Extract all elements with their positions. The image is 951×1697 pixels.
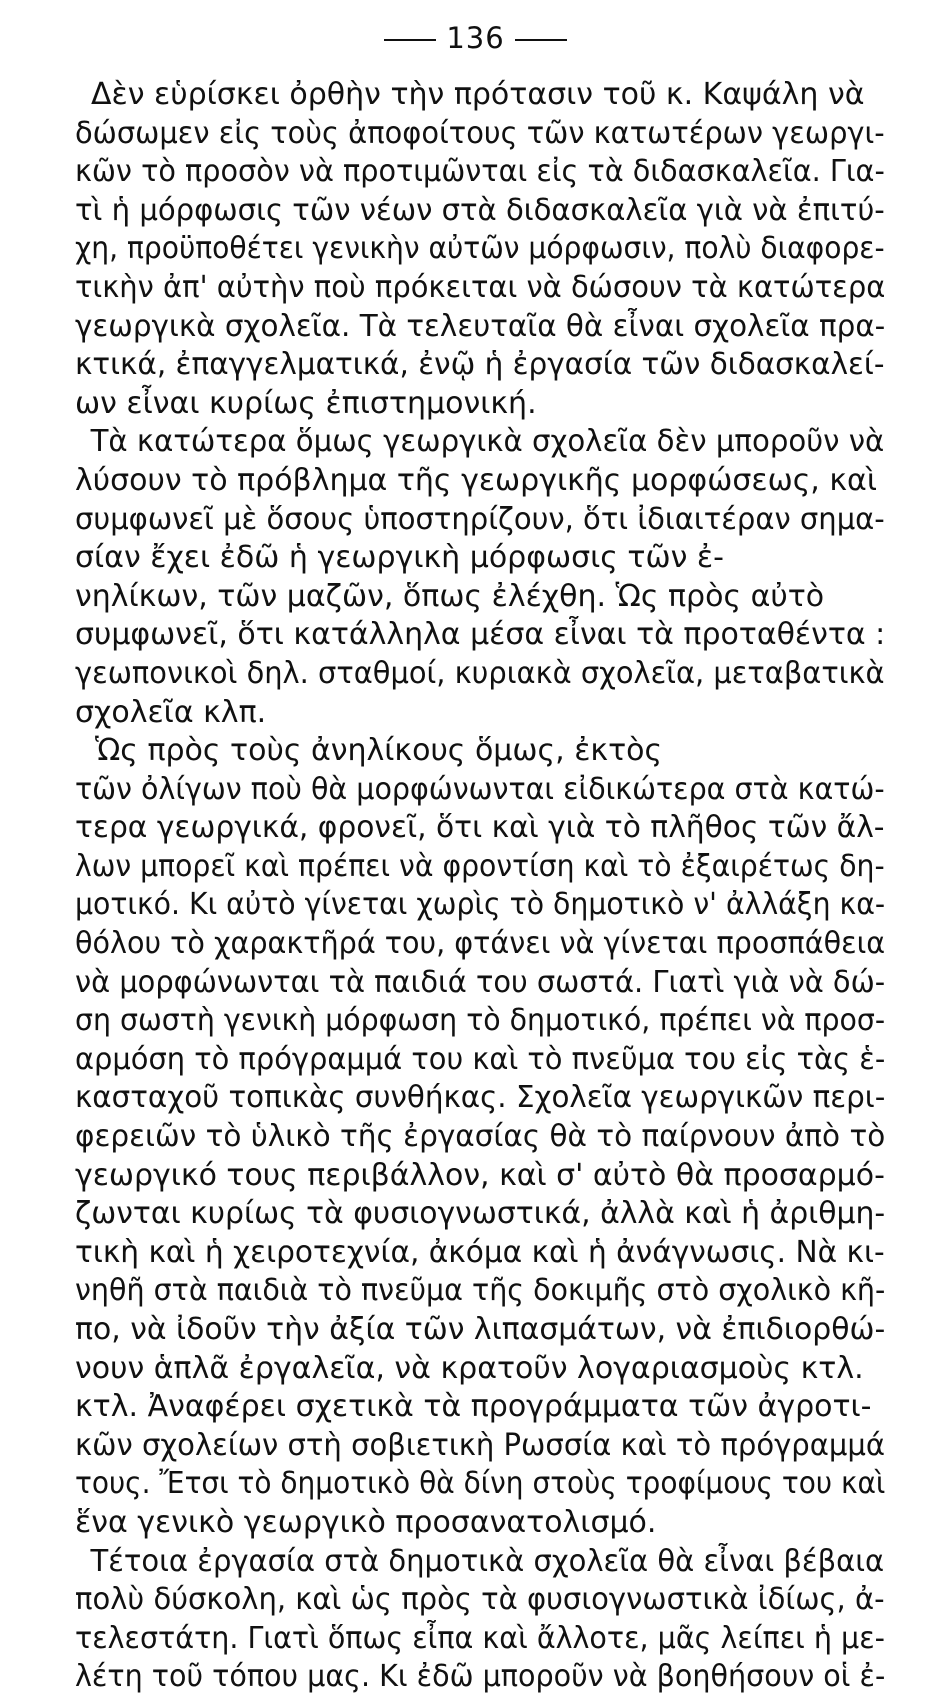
text-line: ζωνται κυρίως τὰ φυσιογνωστικά, ἀλλὰ καὶ ἡ ἀριθμη- bbox=[75, 1196, 886, 1232]
page-number: 136 bbox=[446, 21, 505, 55]
text-line: νουν ἁπλᾶ ἐργαλεῖα, νὰ κρατοῦν λογαριασμοὺς κτλ. bbox=[75, 1350, 864, 1386]
text-line: πολὺ δύσκολη, καὶ ὡς πρὸς τὰ φυσιογνωστικὰ ἰδίως, ἀ- bbox=[75, 1582, 885, 1618]
text-line: συμφωνεῖ, ὅτι κατάλληλα μέσα εἶναι τὰ προταθέντα : bbox=[75, 617, 886, 653]
text-line: αρμόση τὸ πρόγραμμά του καὶ τὸ πνεῦμα του εἰς τὰς ἑ- bbox=[75, 1041, 886, 1077]
text-line: φερειῶν τὸ ὑλικὸ τῆς ἐργασίας θὰ τὸ παίρνουν ἀπὸ τὸ bbox=[75, 1119, 886, 1155]
text-line: γεωργικὰ σχολεῖα. Τὰ τελευταῖα θὰ εἶναι σχολεῖα πρα- bbox=[75, 308, 886, 344]
text-line: νηλίκων, τῶν μαζῶν, ὅπως ἐλέχθη. Ὡς πρὸς αὐτὸ bbox=[75, 578, 825, 614]
text-line: γεωργικό τους περιβάλλον, καὶ σ' αὐτὸ θὰ προσαρμό- bbox=[75, 1157, 885, 1193]
text-line: σχολεῖα κλπ. bbox=[75, 694, 267, 730]
paragraph-2 bbox=[75, 423, 885, 732]
text-line: ἕνα γενικὸ γεωργικὸ προσανατολισμό. bbox=[75, 1504, 657, 1540]
text-line: κῶν τὸ προσὸν νὰ προτιμῶνται εἰς τὰ διδασκαλεῖα. Για- bbox=[75, 154, 885, 190]
text-line: σίαν ἔχει ἐδῶ ἡ γεωργικὴ μόρφωσις τῶν ἐ- bbox=[75, 540, 724, 576]
text-line: θόλου τὸ χαρακτῆρά του, φτάνει νὰ γίνεται προσπάθεια bbox=[75, 926, 886, 962]
text-line: Δὲν εὑρίσκει ὀρθὴν τὴν πρότασιν τοῦ κ. Καψάλη νὰ bbox=[91, 77, 865, 112]
text-line: τελεστάτη. Γιατὶ ὅπως εἶπα καὶ ἄλλοτε, μᾶς λείπει ἡ με- bbox=[75, 1620, 885, 1656]
body-text bbox=[75, 76, 885, 1697]
text-line: Ὡς πρὸς τοὺς ἀνηλίκους ὅμως, ἐκτὸς bbox=[95, 733, 663, 769]
text-line: ση σωστὴ γενικὴ μόρφωση τὸ δημοτικό, πρέπει νὰ προσ- bbox=[75, 1003, 886, 1039]
text-line: κτλ. Ἀναφέρει σχετικὰ τὰ προγράμματα τῶν ἀγροτι- bbox=[75, 1389, 872, 1425]
text-line: Τὰ κατώτερα ὅμως γεωργικὰ σχολεῖα δὲν μποροῦν νὰ bbox=[90, 424, 885, 460]
text-line: κτικά, ἐπαγγελματικά, ἐνῷ ἡ ἐργασία τῶν διδασκαλεί- bbox=[75, 347, 885, 383]
text-line: κῶν σχολείων στὴ σοβιετικὴ Ρωσσία καὶ τὸ πρόγραμμά bbox=[75, 1427, 886, 1463]
text-line: χη, προϋποθέτει γενικὴν αὐτῶν μόρφωσιν, πολὺ διαφορε- bbox=[75, 231, 885, 267]
text-line: λων μπορεῖ καὶ πρέπει νὰ φροντίση καὶ τὸ ἐξαιρέτως δη- bbox=[75, 848, 885, 884]
text-line: Τέτοια ἐργασία στὰ δημοτικὰ σχολεῖα θὰ εἶναι βέβαια bbox=[90, 1543, 885, 1579]
text-line: τικὴ καὶ ἡ χειροτεχνία, ἀκόμα καὶ ἡ ἀνάγνωσις. Νὰ κι- bbox=[75, 1234, 885, 1270]
text-line: τερα γεωργικά, φρονεῖ, ὅτι καὶ γιὰ τὸ πλῆθος τῶν ἄλ- bbox=[75, 810, 885, 846]
text-line: συμφωνεῖ μὲ ὅσους ὑποστηρίζουν, ὅτι ἰδιαιτέραν σημα- bbox=[75, 501, 885, 537]
text-line: πο, νὰ ἰδοῦν τὴν ἀξία τῶν λιπασμάτων, νὰ ἐπιδιορθώ- bbox=[75, 1312, 886, 1347]
text-line: τῶν ὀλίγων ποὺ θὰ μορφώνωνται εἰδικώτερα στὰ κατώ- bbox=[75, 771, 885, 807]
text-line: λύσουν τὸ πρόβλημα τῆς γεωργικῆς μορφώσεως, καὶ bbox=[75, 462, 877, 498]
paragraph-4 bbox=[75, 1543, 885, 1697]
right-dash bbox=[515, 39, 567, 41]
paragraph-1 bbox=[75, 76, 885, 423]
text-line: γεωπονικοὶ δηλ. σταθμοί, κυριακὰ σχολεῖα, μεταβατικὰ bbox=[75, 655, 885, 691]
left-dash bbox=[384, 39, 436, 41]
text-line: τικὴν ἀπ' αὐτὴν ποὺ πρόκειται νὰ δώσουν τὰ κατώτερα bbox=[75, 269, 886, 305]
text-line: νηθῆ στὰ παιδιὰ τὸ πνεῦμα τῆς δοκιμῆς στὸ σχολικὸ κῆ- bbox=[75, 1273, 886, 1309]
text-line: δώσωμεν εἰς τοὺς ἀποφοίτους τῶν κατωτέρων γεωργι- bbox=[75, 115, 885, 151]
text-line: λέτη τοῦ τόπου μας. Κι ἐδῶ μποροῦν νὰ βοηθήσουν οἱ ἐ- bbox=[75, 1659, 886, 1695]
text-line: κασταχοῦ τοπικὰς συνθήκας. Σχολεῖα γεωργικῶν περι- bbox=[75, 1080, 886, 1116]
page-number-header bbox=[0, 18, 951, 58]
paragraph-3 bbox=[75, 732, 885, 1542]
text-line: νὰ μορφώνωνται τὰ παιδιά του σωστά. Γιατὶ γιὰ νὰ δώ- bbox=[75, 964, 886, 1000]
text-line: μοτικό. Κι αὐτὸ γίνεται χωρὶς τὸ δημοτικὸ ν' ἀλλάξη κα- bbox=[75, 887, 886, 923]
text-line: τὶ ἡ μόρφωσις τῶν νέων στὰ διδασκαλεῖα γιὰ νὰ ἐπιτύ- bbox=[75, 192, 885, 228]
text-line: ων εἶναι κυρίως ἐπιστημονική. bbox=[75, 385, 537, 421]
text-line: τους. Ἔτσι τὸ δημοτικὸ θὰ δίνη στοὺς τροφίμους του καὶ bbox=[75, 1466, 886, 1502]
